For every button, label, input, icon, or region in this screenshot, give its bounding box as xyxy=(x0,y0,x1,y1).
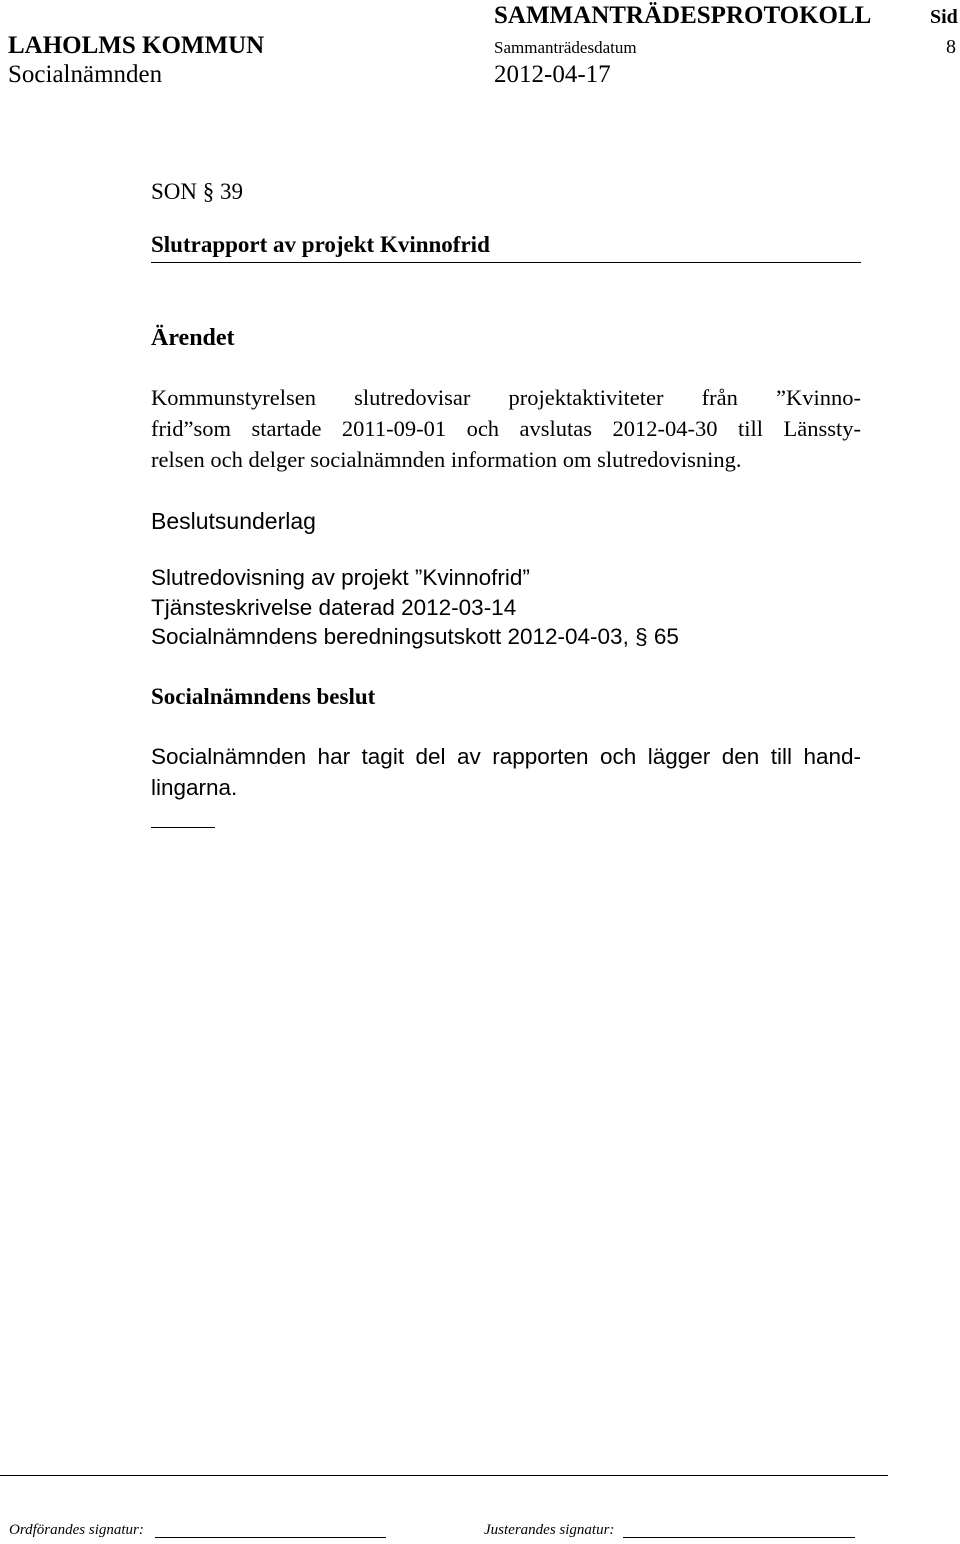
beslut-line: Socialnämnden har tagit del av rapporten och lägger den till hand- xyxy=(151,744,861,769)
chair-signature-label: Ordförandes signatur: xyxy=(9,1522,144,1538)
meeting-date: 2012-04-17 xyxy=(494,61,611,88)
organization-name: LAHOLMS KOMMUN xyxy=(8,32,265,59)
beslut-line: lingarna. xyxy=(151,775,238,800)
adjuster-signature-label: Justerandes signatur: xyxy=(484,1522,615,1538)
case-title: Slutrapport av projekt Kvinnofrid xyxy=(151,232,490,257)
section-end-rule xyxy=(151,827,215,828)
arendet-line: relsen och delger socialnämnden information om slutredovisning. xyxy=(151,447,742,472)
meeting-date-label: Sammanträdesdatum xyxy=(494,38,637,57)
beslutsunderlag-item: Tjänsteskrivelse daterad 2012-03-14 xyxy=(151,595,517,620)
footer-divider xyxy=(0,1475,888,1476)
arendet-line: frid”som startade 2011-09-01 och avslutas 2012-04-30 till Länssty- xyxy=(151,416,861,441)
page-label: Sid xyxy=(930,6,958,28)
page-number: 8 xyxy=(946,36,956,58)
beslutsunderlag-heading: Beslutsunderlag xyxy=(151,508,316,534)
chair-signature-line xyxy=(155,1537,386,1538)
committee-name: Socialnämnden xyxy=(8,61,163,88)
beslutsunderlag-item: Socialnämndens beredningsutskott 2012-04-03, § 65 xyxy=(151,624,679,649)
beslutsunderlag-item: Slutredovisning av projekt ”Kvinnofrid” xyxy=(151,565,530,590)
title-underline xyxy=(151,262,861,263)
beslut-heading: Socialnämndens beslut xyxy=(151,684,376,709)
arendet-line: Kommunstyrelsen slutredovisar projektaktiviteter från ”Kvinno- xyxy=(151,385,861,410)
case-number: SON § 39 xyxy=(151,179,244,204)
protocol-title: SAMMANTRÄDESPROTOKOLL xyxy=(494,2,872,29)
arendet-heading: Ärendet xyxy=(151,325,235,351)
adjuster-signature-line xyxy=(623,1537,855,1538)
